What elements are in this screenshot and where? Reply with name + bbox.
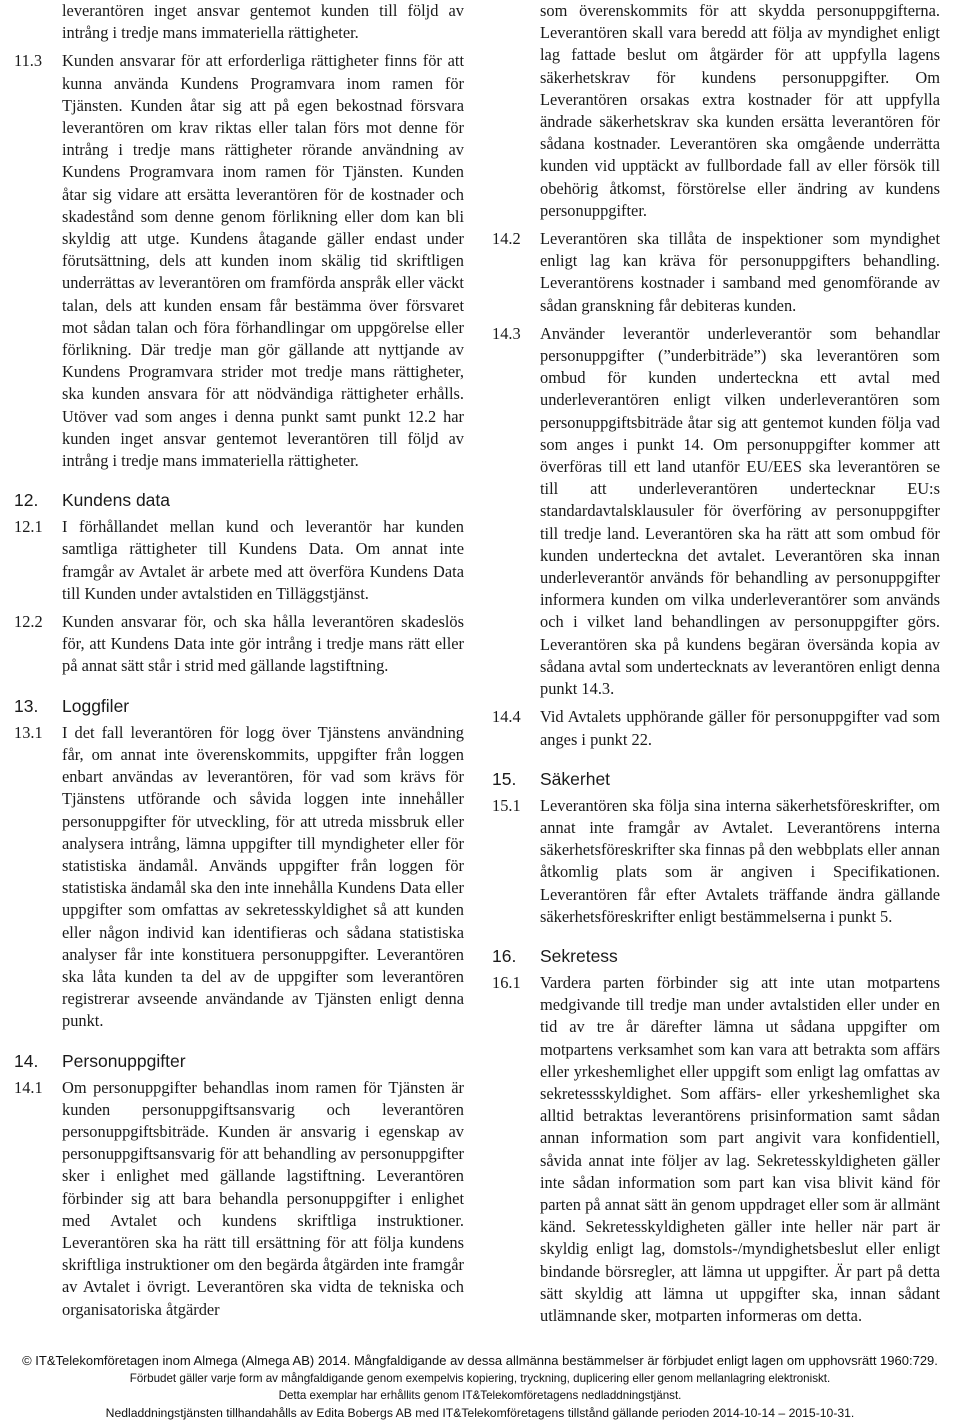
clause-number: 14.1: [14, 1077, 43, 1097]
clause-number: 14.4: [492, 707, 521, 727]
copyright-footer: [0, 1352, 960, 1422]
section-number: 15.: [492, 768, 517, 789]
section-number: 12.: [14, 490, 39, 511]
section-heading-15: [492, 768, 940, 790]
footer-source-line: Detta exemplar har erhållits genom IT&Telekomföretagens nedladdningstjänst.: [278, 1389, 682, 1402]
clause-13-1: [14, 722, 464, 1033]
left-column: [14, 0, 464, 1321]
footer-prohibition-line: Förbudet gäller varje form av mångfaldigande genom exempelvis kopiering, tryckning, duplicering eller genom mellanlagring elektroniskt.: [129, 1372, 831, 1385]
clause-number: 14.2: [492, 229, 521, 249]
clause-11-3: [14, 50, 464, 472]
clause-text: Om personuppgifter behandlas inom ramen för Tjänsten är kunden personuppgiftsansvarig och leverantören personuppgiftsbiträde. Kunden är ansvarig i egenskap av personuppgiftsansvarig för att behandling av personuppgifter sker i enlighet med gällande lagstiftning. Leverantören förbinder sig att bara behandla personuppgifter i enlighet med Avtalet och kundens skriftliga instruktioner. Leverantören ska ha rätt till ersättning för att följa kundens skriftliga instruktioner om den begärda åtgärden inte framgår av Avtalet i övrigt. Leverantören ska vidta de tekniska och organisatoriska åtgärder: [62, 1077, 464, 1319]
clause-15-1: [492, 795, 940, 928]
section-title: Loggfiler: [62, 695, 130, 716]
clause-14-4: [492, 706, 940, 750]
clause-text: Kunden ansvarar för, och ska hålla leverantören skadeslös för, att Kundens Data inte gör intrång i tredje mans rätt eller på annat sätt står i strid med gällande lagstiftning.: [62, 612, 464, 676]
clause-number: 11.3: [14, 51, 43, 71]
clause-text: Vardera parten förbinder sig att inte utan motpartens medgivande till tredje man under avtalstiden eller under en tid av tre år därefter lämna ut sådana uppgifter om motpartens verksamhet som kan vara att betrakta som affärs eller yrkeshemlighet eller uppgift som enligt lag omfattas av sekretessskyldighet. Som affärs- eller yrkeshemlighet ska alltid betraktas leverantörens prisinformation samt sådan annan information som part angivit vara konfidentiell, såvida annat inte följer av lag. Sekretesskyldigheten gäller inte sådan information som part kan visa blivit känd för parten på annat sätt än genom uppdraget eller som är allmänt känd. Sekretesskyldigheten gäller inte heller när part är skyldig enligt lag, domstols-/myndighetsbeslut eller enligt bindande börsregler, att lämna ut uppgifter. Är part på detta sätt skyldig att lämna ut uppgifter ska, innan sådant utlämnande sker, motparten informeras om detta.: [540, 972, 940, 1325]
section-title: Personuppgifter: [62, 1050, 186, 1071]
clause-16-1: [492, 972, 940, 1327]
section-title: Säkerhet: [540, 768, 611, 789]
clause-number: 14.3: [492, 323, 521, 343]
clause-number: 12.1: [14, 517, 43, 537]
clause-text: I det fall leverantören för logg över Tjänstens användning får, om annat inte överenskommits, uppgifter från loggen enbart användas av leverantören, för vad som krävs för Tjänstens utförande och såvida loggen inte innehåller personuppgifter för utveckling, för att utreda missbruk eller analysera intrång, lämna uppgifter till myndigheter eller för statistiska ändamål. Används uppgifter från loggen för statistiska ändamål ska den inte innehålla Kundens Data eller uppgifter som omfattas av sekretesskyldighet så att kunden eller någon individ kan identifieras och sådana statistiska analyser får inte konstituera personuppgifter. Leverantören ska låta kunden ta del av de uppgifter som leverantören registrerar avseende användande av Tjänsten enligt denna punkt.: [62, 722, 464, 1031]
footer-distribution-line: Nedladdningstjänsten tillhandahålls av Edita Bobergs AB med IT&Telekomföretagens tillstånd gällande perioden 2014-10-14 – 2015-10-31.: [105, 1406, 855, 1420]
clause-text: Kunden ansvarar för att erforderliga rättigheter finns för att kunna använda Kundens Programvara inom ramen för Tjänsten. Kunden åtar sig att på egen bekostnad försvara leverantören om krav riktas eller talan förs mot denne för intrång i tredje mans rättigheter rörande användning av Kundens Programvara inom ramen för Tjänsten. Kunden åtar sig vidare att ersätta leverantören för de kostnader och skadestånd som denne genom förlikning eller dom kan bli skyldig att utge. Kundens åtagande gäller endast under förutsättning, dels att kunden inom skälig tid skriftligen underrättas av leverantören om framförda anspråk eller väckt talan, dels att kunden ensam får bestämma över försvaret mot sådan talan och föra förhandlingar om uppgörelse eller förlikning. Där tredje man gör gällande att nyttjande av Kundens Programvara strider mot tredje mans rättigheter, ska kunden ansvara för att nödvändiga rättigheter erhålls. Utöver vad som anges i denna punkt samt punkt 12.2 har kunden inget ansvar gentemot leverantören till följd av intrång i tredje mans immateriella rättigheter.: [62, 51, 464, 471]
section-title: Sekretess: [540, 945, 618, 966]
clause-12-1: [14, 516, 464, 605]
section-heading-16: [492, 945, 940, 967]
clause-14-2: [492, 228, 940, 317]
clause-number: 12.2: [14, 612, 43, 632]
section-heading-13: [14, 695, 464, 717]
clause-14-3: [492, 323, 940, 700]
clause-number: 16.1: [492, 972, 521, 992]
clause-number: 13.1: [14, 722, 43, 742]
clause-text: Använder leverantör underleverantör som behandlar personuppgifter (”underbiträde”) ska leverantören som ombud för kunden underteckna ett avtal med underleverantören enligt vilken underleverantören som personuppgiftsbiträde åtar sig att gentemot kunden följa vad som anges i punkt 14. Om personuppgifter kommer att överföras till ett land utanför EU/EES ska leverantören se till att underleverantören undertecknar EU:s standardavtalsklausuler för överföring av personuppgifter till tredje land. Leverantören ska ha rätt att som ombud för kunden underteckna det avtalet. Leverantören ska innan underleverantör används för behandling av personuppgifter informera kunden om vilka underleverantörer som används och i vilket land behandlingen av personuppgifter görs. Leverantören ska på kundens begäran översända kopia av sådana avtal som undertecknats av leverantören enligt denna punkt 14.3.: [540, 323, 940, 699]
clause-text: I förhållandet mellan kund och leverantör har kunden samtliga rättigheter till Kundens Data. Om annat inte framgår av Avtalet är arbete med att överföra Kundens Data till Kunden under avtalstiden en Tilläggstjänst.: [62, 517, 464, 603]
clause-14-1: [14, 1077, 464, 1321]
section-number: 13.: [14, 695, 39, 716]
clause-text: Leverantören ska följa sina interna säkerhetsföreskrifter, om annat inte framgår av Avtalet. Leverantörens interna säkerhetsföreskrifter ska finnas på den webbplats eller annan åtkomlig plats som är angiven i Specifikationen. Leverantören får efter Avtalets träffande ändra gällande säkerhetsföreskrifter enligt bestämmelserna i punkt 5.: [540, 795, 940, 926]
clause-text: Vid Avtalets upphörande gäller för personuppgifter vad som anges i punkt 22.: [540, 707, 940, 749]
paragraph-continuation: leverantören inget ansvar gentemot kunden till följd av intrång i tredje mans immateriella rättigheter.: [62, 1, 464, 43]
section-number: 14.: [14, 1050, 39, 1071]
section-number: 16.: [492, 945, 517, 966]
section-title: Kundens data: [62, 490, 171, 511]
clause-text: Leverantören ska tillåta de inspektioner som myndighet enligt lag kan kräva för personuppgifters behandling. Leverantörens kostnader i samband med genomförande av sådan granskning får debiteras kunden.: [540, 229, 940, 315]
section-heading-14: [14, 1050, 464, 1072]
right-column: [492, 0, 940, 1327]
footer-copyright-line: © IT&Telekomföretagen inom Almega (Almega AB) 2014. Mångfaldigande av dessa allmänna bestämmelser är förbjudet enligt lagen om upphovsrätt 1960:729.: [22, 1353, 938, 1368]
clause-12-2: [14, 611, 464, 678]
section-heading-12: [14, 489, 464, 511]
clause-number: 15.1: [492, 795, 521, 815]
paragraph-continuation: som överenskommits för att skydda personuppgifterna. Leverantören skall vara beredd att följa av myndighet enligt lag fattade beslut om åtgärder för att uppfylla lagens säkerhetskrav för kundens personuppgifter. Om Leverantören orsakas extra kostnader för att uppfylla ändrade säkerhetskrav ska kunden ersätta leverantören för sådana kostnader. Leverantören ska omgående underrätta kunden vid upptäckt av fullbordade fall av eller försök till obehörig åtkomst, förstörelse eller ändring av kundens personuppgifter.: [540, 1, 940, 220]
